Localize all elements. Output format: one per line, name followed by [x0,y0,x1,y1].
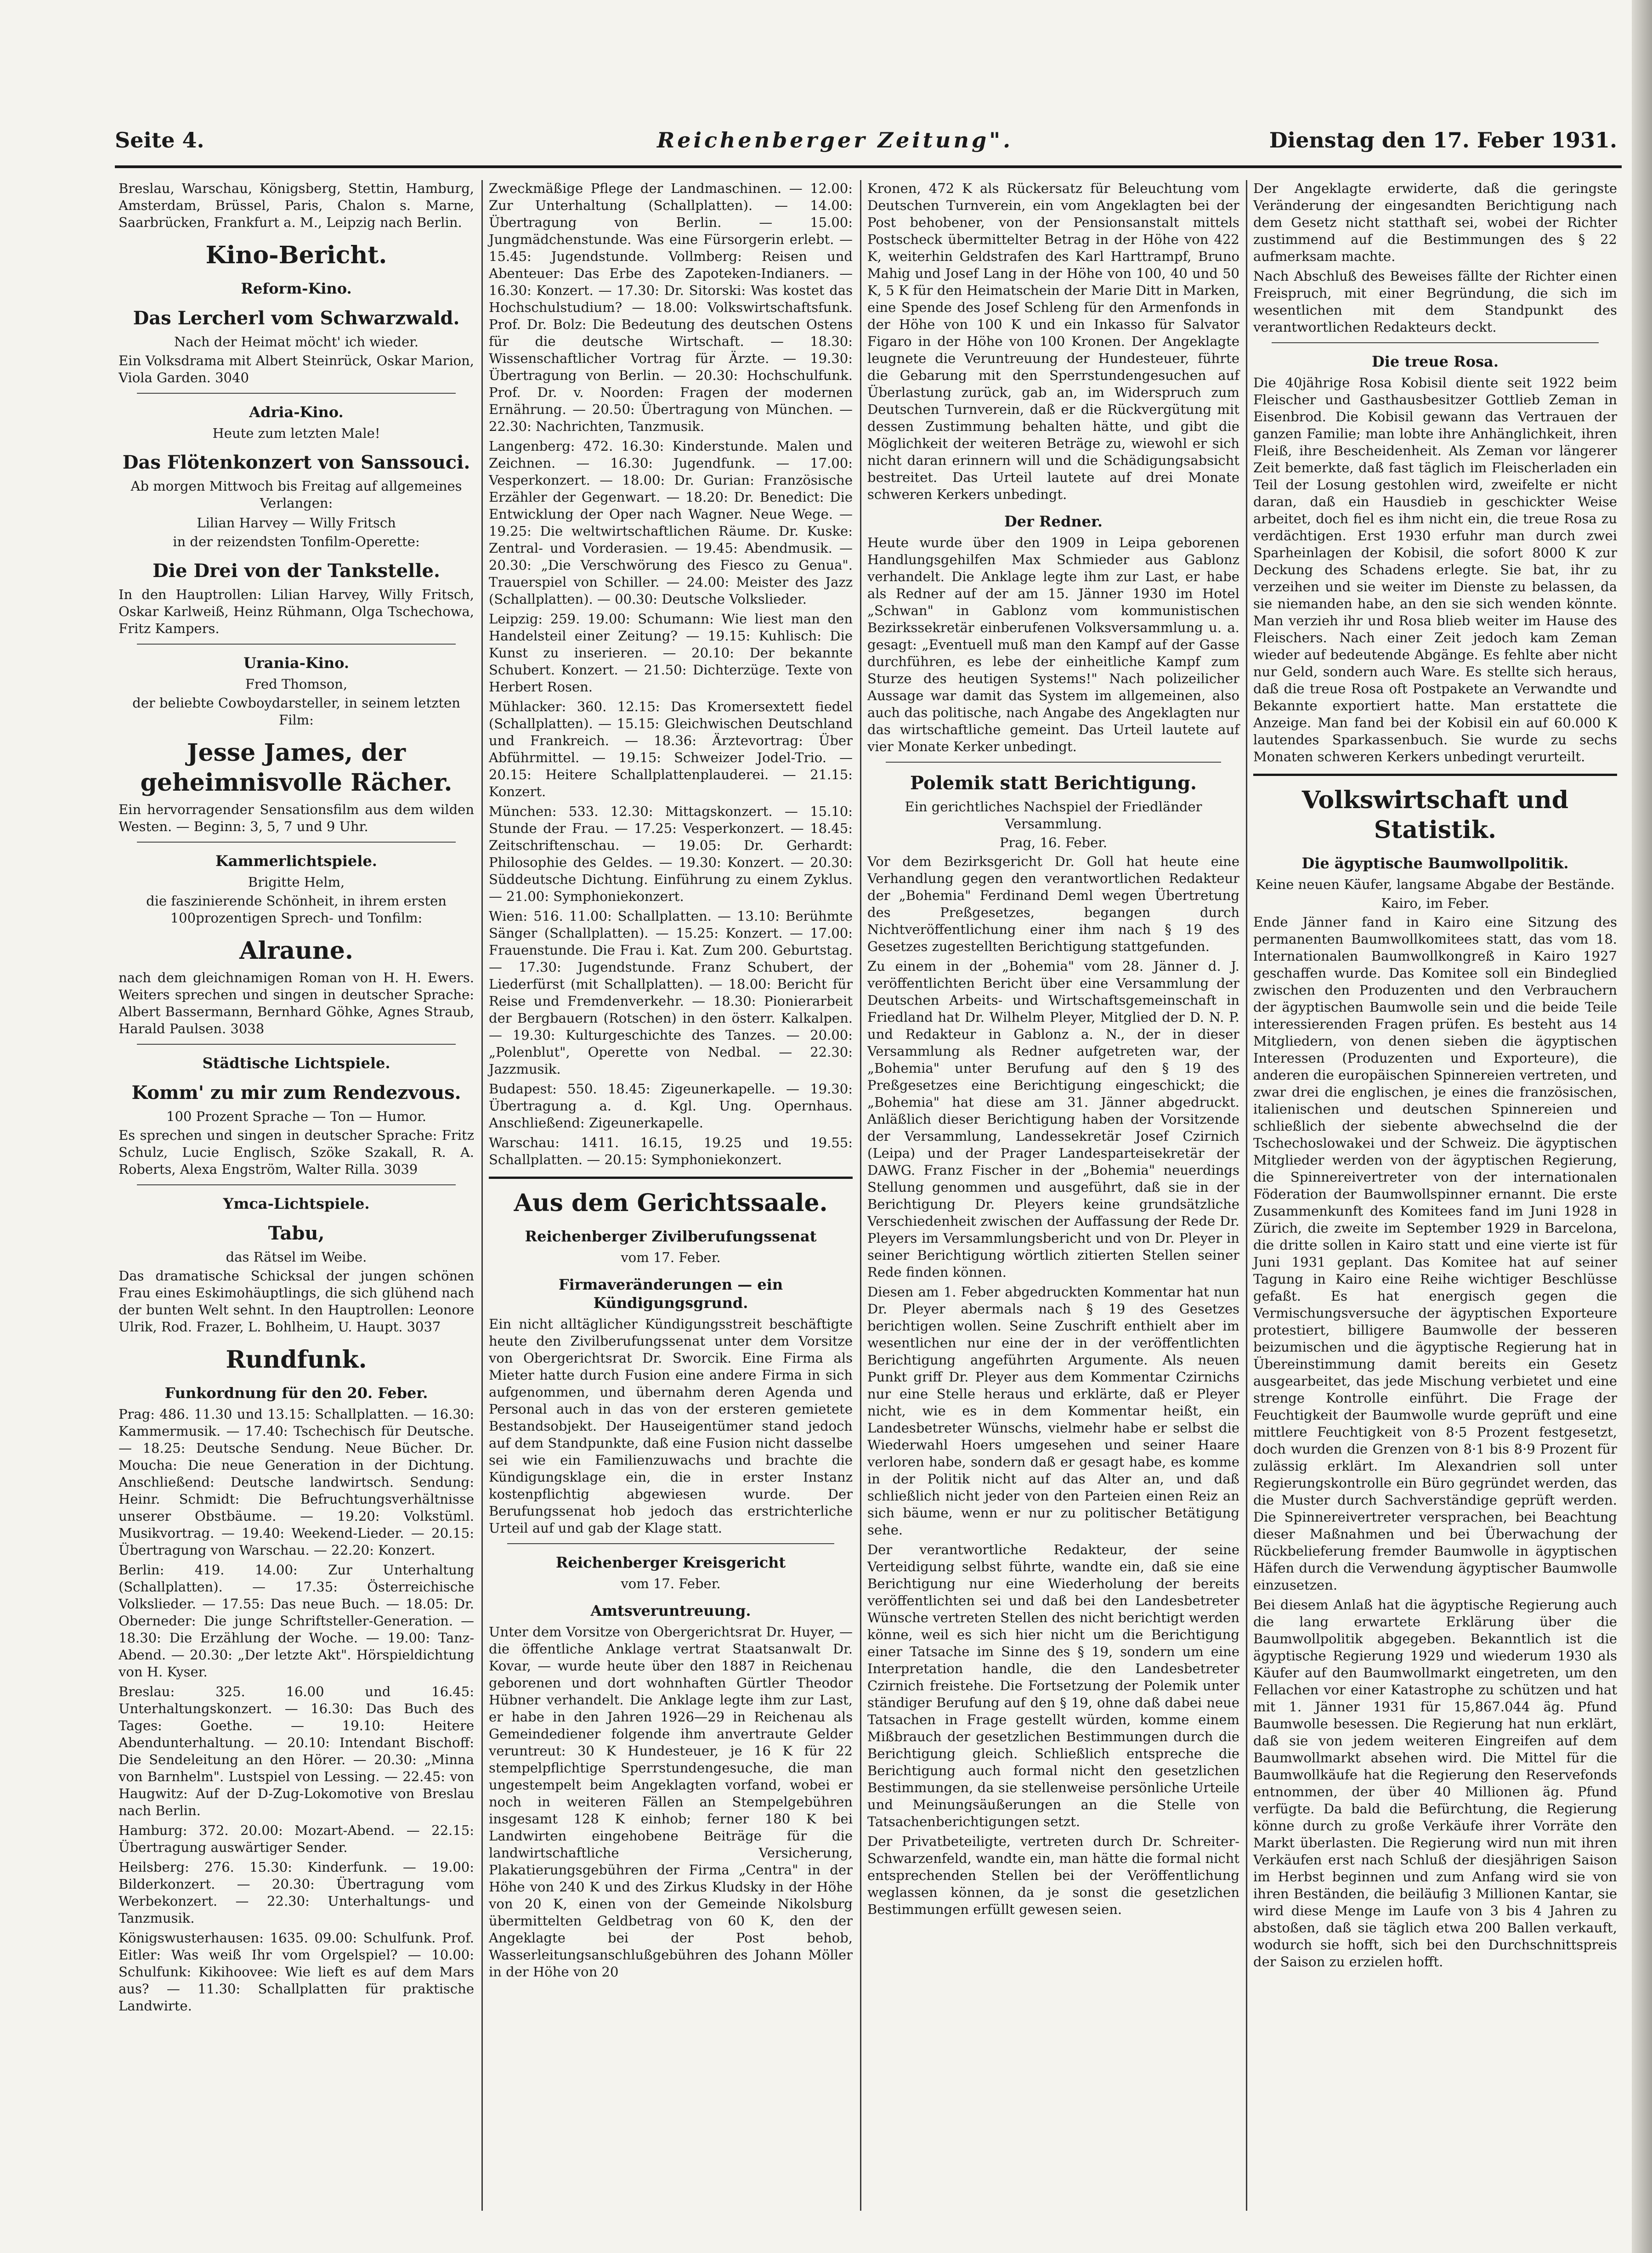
adria-text-2: in der reizendsten Tonfilm-Operette: [173,534,420,549]
reform-film-title: Das Lercherl vom Schwarzwald. [133,307,460,329]
redner-title: Der Redner. [1004,513,1103,530]
polemik-paragraph: Der Privatbeteiligte, vertreten durch Dr. Schreiter-Schwarzenfeld, wandte ein, man hätte die formal nicht entsprechenden Stellen bei der Veröffentlichung weglassen können, da je sonst die gesetzlichen Bestimmungen erfüllt gewesen seien. [867,1834,1239,1917]
firma-text: Ein nicht alltäglicher Kündigungsstreit beschäftigte heute den Zivilberufungssenat unter dem Vorsitze von Obergerichtsrat Dr. Sworcik. Eine Firma als Mieter hatte durch Fusion eine andere Firma in sich aufgenommen, und übernahm deren Agenda und Personal auch in das von der ersteren gemietete Bestandsobjekt. Der Hauseigentümer stand jedoch auf dem Standpunkte, daß eine Fusion nicht dasselbe sei wie ein Familienzuwachs und brachte die Kündigungsklage ein, die in erster Instanz kostenpflichtig abgewiesen wurde. Der Berufungssenat hob jedoch das erstrichterliche Urteil auf und gab der Klage statt. [489,1316,853,1536]
polemik-end: Nach Abschluß des Beweises fällte der Richter einen Freispruch, mit einer Begründung, die sich im wesentlichen mit dem Standpunkt des verantwortlichen Redakteurs deckt. [1253,268,1617,335]
ymca-film-title: Tabu, [268,1223,325,1244]
divider [137,1044,456,1045]
polemik-paragraph: Diesen am 1. Feber abgedruckten Kommentar hat nun Dr. Pleyer abermals nach § 19 des Gesetzes berichtigen wollen. Seine Zuschrift enthielt aber im wesentlichen nur eine der in der veröffentlichten Berichtigung angeführten Argumente. Als neuen Punkt griff Dr. Pleyer aus dem Kommentar Czirnichs nur eine Stelle heraus und erklärte, daß er Pleyer nicht, wie es in dem Kommentar heißt, ein Landesbetreter Wünschs, vielmehr habe er selbst die Wiederwahl Hoers umgesehen und seiner Haare verloren habe, sondern daß er gesagt habe, es komme in der Politik nicht auf das Alter an, und daß schließlich nicht jeder von den Parteien einen Reiz an sich bäume, wenn er nur zu politischer Betätigung sehe. [867,1284,1239,1538]
firma-title: Firmaveränderungen — ein Kündigungsgrund. [558,1276,783,1312]
ymca-subtitle: das Rätsel im Weibe. [226,1249,367,1265]
gericht-section-title: Aus dem Gerichtssaale. [514,1189,828,1217]
urania-text-2: Ein hervorragender Sensationsfilm aus dem wilden Westen. — Beginn: 3, 5, 7 und 9 Uhr. [119,802,474,834]
polemik-continued: Der Angeklagte erwiderte, daß die geringste Veränderung der eingesandten Berichtigung nach dem Gesetz nicht statthaft sei, wobei der Richter zustimmend auf die Bestimmungen des § 22 aufmerksam machte. [1253,181,1617,264]
vw-paragraph: Ende Jänner fand in Kairo eine Sitzung des permanenten Baumwollkomitees statt, das vom 18. Internationalen Baumwollkongreß in Kairo 1927 geschaffen wurde. Das Komitee soll ein Bindeglied zwischen den Produzenten und den Verbrauchern der ägyptischen Baumwolle sein und die beide Teile interessierenden Fragen prüfen. Es besteht aus 14 Mitgliedern, von denen sieben die ägyptischen Interessen (Produzenten und Exporteure), die anderen die europäischen Spinnereien vertreten, und zwar drei die englischen, je eines die französischen, italienischen und deutschen Spinnereien und schließlich der siebente abwechselnd die der Tschechoslowakei und der Schweiz. Die ägyptischen Mitglieder werden von der ägyptischen Regierung, die Spinnereivertreter von der internationalen Föderation der Baumwollspinner ernannt. Die erste Zusammenkunft des Komitees fand im Juni 1928 in Zürich, die zweite im September 1929 in Barcelona, die dritte sollen in Kairo statt und eine vierte ist für Juni 1931 geplant. Das Komitee hat auf seiner Tagung in Kairo eine Reihe wichtiger Beschlüsse gefaßt. Es hat energisch gegen die Vermischungsversuche der ägyptischen Exporteure protestiert, billigere Baumwolle der besseren beizumischen und die ägyptische Regierung hat in Übereinstimmung damit bereits ein Gesetz ausgearbeitet, das jede Mischung verbietet und eine strenge Kontrolle einführt. Die Frage der Feuchtigkeit der Baumwolle wurde geprüft und eine mittlere Feuchtigkeit von 8·5 Prozent festgesetzt, doch wurden die Grenzen von 8·1 bis 8·9 Prozent für zulässig erklärt. Im Alexandrien soll unter Regierungskontrolle ein Büro gegründet werden, das die Muster durch Sachverständige geprüft werden. Die Spinnereivertreter versprachen, bei Beachtung dieser Maßnahmen und bei Überwachung der Rückbelieferung fremder Baumwolle in ägyptischen Häfen durch die Verwendung ägyptischer Baumwolle einzusetzen. [1253,914,1617,1593]
adria-cast: In den Hauptrollen: Lilian Harvey, Willy Fritsch, Oskar Karlweiß, Heinz Rühmann, Olga Tschechowa, Fritz Kampers. [119,587,474,636]
amts-title: Amtsveruntreuung. [590,1602,751,1619]
rundfunk-entry: Breslau: 325. 16.00 und 16.45: Unterhaltungskonzert. — 16.30: Das Buch des Tages: Goethe. — 19.10: Heitere Abendunterhaltung. — 20.10: Intendant Bischoff: Die Sendeleitung an den Hörer. — 20.30: „Minna von Barnhelm". Lustspiel von Lessing. — 22.45: von Haugwitz: Auf der D-Zug-Lokomotive von Breslau nach Berlin. [119,1684,474,1818]
kreis-date: vom 17. Feber. [621,1576,721,1591]
urania-film-title: Jesse James, der geheimnisvolle Rächer. [140,739,453,797]
kammer-text-2: nach dem gleichnamigen Roman von H. H. Ewers. Weiters sprechen und singen in deutscher Sprache: Albert Bassermann, Bernhard Göhke, Agnes Straub, Harald Paulsen. 3038 [119,970,474,1036]
continued-text: Breslau, Warschau, Königsberg, Stettin, Hamburg, Amsterdam, Brüssel, Paris, Chalon s. Marne, Saarbrücken, Frankfurt a. M., Leipzig nach Berlin. [119,181,474,230]
divider [137,842,456,843]
column-divider-1 [481,180,483,2211]
senat-title: Reichenberger Zivilberufungssenat [525,1228,817,1245]
staedt-kino-name: Städtische Lichtspiele. [202,1054,390,1072]
column-4 [1250,180,1621,2211]
rundfunk-entry: Hamburg: 372. 20.00: Mozart-Abend. — 22.15: Übertragung auswärtiger Sender. [119,1823,474,1855]
polemik-paragraph: Der verantwortliche Redakteur, der seine Verteidigung selbst führte, wandte ein, daß sie eine Berichtigung nur eine Wiederholung der bereits veröffentlichten sei und daß bei den Landesbetreter Wünsche vertreten Stellen des nicht berichtigt werden könne, weil es sich hier nicht um die Berichtigung einer Tatsache im Sinne des § 19, sondern um eine Interpretation handle, die den Landesbetreter Czirnich freistehe. Die Fortsetzung der Polemik unter ständiger Berufung auf den § 19, ohne daß dabei neue Tatsachen in Frage gestellt würden, komme einem Mißbrauch der gesetzlichen Bestimmungen durch die Berichtigung gleich. Schließlich entspreche die Berichtigung auch formal nicht den gesetzlichen Bestimmungen, da sie stellenweise persönliche Urteile und Meinungsäußerungen an die Stelle von Tatsachenberichtigungen setzt. [867,1542,1239,1829]
divider [886,762,1221,763]
vw-place: Kairo, im Feber. [1381,895,1489,911]
page-number: Seite 4. [115,128,204,153]
rundfunk-entry: Prag: 486. 11.30 und 13.15: Schallplatten. — 16.30: Kammermusik. — 17.40: Tschechisch für Deutsche. — 18.25: Deutsche Sendung. Neue Bücher. Dr. Moucha: Die neue Generation in der Dichtung. Anschließend: Deutsche landwirtsch. Sendung: Heinr. Schmidt: Die Befruchtungsverhältnisse unserer Obstbäume. — 19.20: Volkstüml. Musikvortrag. — 19.40: Weekend-Lieder. — 20.15: Übertragung von Warschau. — 22.20: Konzert. [119,1406,474,1558]
section-rule [1253,774,1617,776]
urania-star: Fred Thomson, [245,676,348,692]
adria-notice: Heute zum letzten Male! [212,425,380,441]
adria-film-title-2: Die Drei von der Tankstelle. [153,560,440,582]
vw-subtitle-2: Keine neuen Käufer, langsame Abgabe der Bestände. [1256,877,1615,892]
polemik-subtitle: Ein gerichtliches Nachspiel der Friedländer Versammlung. [905,799,1202,832]
kreis-title: Reichenberger Kreisgericht [555,1554,786,1571]
polemik-paragraph: Vor dem Bezirksgericht Dr. Goll hat heute eine Verhandlung gegen den verantwortlichen Redakteur der „Bohemia" Ferdinand Deml wegen Übertretung des Preßgesetzes, begangen durch Nichtveröffentlichung einer ihm nach § 19 des Gesetzes zugestellten Berichtigung stattgefunden. [867,854,1239,954]
column-2 [485,180,856,2211]
polemik-paragraph: Zu einem in der „Bohemia" vom 28. Jänner d. J. veröffentlichten Bericht über eine Versammlung der Deutschen Arbeits- und Wirtschaftsgemeinschaft in Friedland hat Dr. Wilhelm Pleyer, Mitglied der D. N. P. und Redakteur in Gablonz a. N., der in dieser Versammlung als Redner aufgetreten war, der „Bohemia" unter Berufung auf den § 19 des Preßgesetzes eine Berichtigung eingeschickt; die „Bohemia" hat diese am 31. Jänner abgedruckt. Anläßlich dieser Berichtigung haben der Vorsitzende der Versammlung, Landessekretär Josef Czirnich (Leipa) und der Prager Landesparteisekretär der DAWG. Franz Fischer in der „Bohemia" neuerdings Stellung genommen und ausgeführt, daß sie in der Berichtigung Dr. Pleyers keine grundsätzliche Verschiedenheit zwischen der Auffassung der Rede Dr. Pleyers im Versammlungsbericht und von Dr. Pleyer in seiner Berichtigung wörtlich zitierten Stellen seiner Rede finden können. [867,958,1239,1280]
kino-section-title: Kino-Bericht. [205,241,387,269]
column-divider-2 [860,180,861,2211]
rundfunk-entry: Heilsberg: 276. 15.30: Kinderfunk. — 19.00: Bilderkonzert. — 20.30: Übertragung vom Werbekonzert. — 22.30: Unterhaltungs- und Tanzmusik. [119,1859,474,1926]
polemik-place: Prag, 16. Feber. [999,835,1108,850]
header-rule [115,165,1622,168]
kammer-film-title: Alraune. [239,937,353,965]
rundfunk-entry: Berlin: 419. 14.00: Zur Unterhaltung (Schallplatten). — 17.35: Österreichische Volkslieder. — 17.55: Das neue Buch. — 18.05: Dr. Oberneder: Die junge Schriftsteller-Generation. — 18.30: Die Erzählung der Woche. — 19.00: Tanz-Abend. — 20.30: „Der letzte Akt". Hörspieldichtung von H. Kyser. [119,1562,474,1680]
adria-text-1: Ab morgen Mittwoch bis Freitag auf allgemeines Verlangen: [130,478,462,511]
rundfunk-entry: Warschau: 1411. 16.15, 19.25 und 19.55: Schallplatten. — 20.15: Symphoniekonzert. [489,1135,853,1167]
amts-text: Unter dem Vorsitze von Obergerichtsrat Dr. Huyer, — die öffentliche Anklage vertrat Staatsanwalt Dr. Kovar, — wurde heute über den 1887 in Reichenau geborenen und dort wohnhaften Gürtler Theodor Hübner verhandelt. Die Anklage legte ihm zur Last, er habe in den Jahren 1926—29 in Reichenau als Gemeindediener folgende ihm anvertraute Gelder veruntreut: 30 K Hundesteuer, je 16 K für 22 stempelpflichtige Sperrstundengesuche, die man ungestempelt beim Angeklagten vorfand, wobei er noch in weiteren Fällen an Stempelgebühren insgesamt 128 K einhob; ferner 180 K bei Landwirten eingehobene Beiträge für die landwirtschaftliche Versicherung, Plakatierungsgebühren der Firma „Centra" in der Höhe von 240 K und des Zirkus Kludsky in der Höhe von 20 K, einen von der Gemeinde Nikolsburg übermittelten Geldbetrag von 60 K, den der Angeklagte bei der Post behob, Wasserleitungsanschlußgebühren des Johann Möller in der Höhe von 20 [489,1624,853,1980]
adria-kino-name: Adria-Kino. [249,403,344,421]
divider [137,393,456,394]
newspaper-title: Reichenberger Zeitung". [657,128,1013,153]
vw-subtitle: Die ägyptische Baumwollpolitik. [1301,855,1569,872]
rosa-text: Die 40jährige Rosa Kobisil diente seit 1922 beim Fleischer und Gasthausbesitzer Gottlieb Zeman in Eisenbrod. Die Kobisil gewann das Vertrauen der ganzen Familie; man lobte ihre Anhänglichkeit, ihren Fleiß, ihre Bescheidenheit. Als Zeman vor längerer Zeit bemerkte, daß fast täglich im Fleischerladen ein Teil der Losung gestohlen wird, zweifelte er nicht daran, daß ein Hausdieb in geschickter Weise arbeitet, doch fiel es ihm nicht ein, die treue Rosa zu verdächtigen. Erst 1930 erfuhr man durch zwei Sparheinlagen der Kobisil, die sofort 8000 K zur Deckung des Schadens erlegte. Sie bat, ihr zu verzeihen und sie weiter im Dienste zu belassen, da sie niemanden habe, an den sie sich wenden könnte. Man verzieh ihr und Rosa blieb weiter im Hause des Fleischers. Nach einer Zeit jedoch kam Zeman wieder auf bedeutende Abgänge. Es fehlte aber nicht nur Geld, sondern auch Ware. Es stellte sich heraus, daß die treue Rosa oft Postpakete an Verwandte und Bekannte exportiert hatte. Man erstattete die Anzeige. Man fand bei der Kobisil ein auf 60.000 K lautendes Sparkassenbuch. Sie wurde zu sechs Monaten schweren Kerkers unbedingt verurteilt. [1253,375,1617,764]
reform-film-text: Ein Volksdrama mit Albert Steinrück, Oskar Marion, Viola Garden. 3040 [119,353,474,385]
rundfunk-entry: Zweckmäßige Pflege der Landmaschinen. — 12.00: Zur Unterhaltung (Schallplatten). — 14.00: Übertragung von Berlin. — 15.00: Jungmädchenstunde. Was eine Fürsorgerin erlebt. — 15.45: Jugendstunde. Vollmberg: Reisen und Abenteuer: Das Erbe des Zapoteken-Indianers. — 16.30: Konzert. — 17.30: Dr. Sitorski: Was kostet das Hochschulstudium? — 18.00: Volkswirtschaftsfunk. Prof. Dr. Bolz: Die Bedeutung des deutschen Ostens für die deutsche Wirtschaft. — 18.30: Wissenschaftlicher Vortrag für Ärzte. — 19.30: Übertragung von Berlin. — 20.30: Hochschulfunk. Prof. Dr. v. Noorden: Fragen der modernen Ernährung. — 20.50: Übertragung von München. — 22.30: Nachrichten, Tanzmusik. [489,181,853,434]
senat-date: vom 17. Feber. [621,1250,721,1265]
polemik-title: Polemik statt Berichtigung. [910,772,1197,794]
reform-film-subtitle: Nach der Heimat möcht' ich wieder. [174,334,419,350]
divider [1272,342,1599,343]
rundfunk-entry: Wien: 516. 11.00: Schallplatten. — 13.10: Berühmte Sänger (Schallplatten). — 15.25: Konzert. — 17.00: Frauenstunde. Die Frau i. Kat. Zum 200. Geburtstag. — 17.30: Jugendstunde. Franz Schubert, der Liederfürst (mit Schallplatten). — 18.00: Bericht für Reise und Fremdenverkehr. — 18.30: Pionierarbeit der Bergbauern (Rotschen) in den österr. Kalkalpen. — 19.30: Kulturgeschichte des Tanzes. — 20.00: „Polenblut", Operette von Nedbal. — 22.30: Jazzmusik. [489,908,853,1077]
rundfunk-entry: Langenberg: 472. 16.30: Kinderstunde. Malen und Zeichnen. — 16.30: Jugendfunk. — 17.00: Vesperkonzert. — 18.00: Dr. Gurian: Französische Erzähler der Gegenwart. — 18.20: Dr. Benedict: Die Entwicklung der Oper nach Wagner. Neue Wege. — 19.25: Die weltwirtschaftlichen Räume. Dr. Kuske: Zentral- und Vorderasien. — 19.45: Abendmusik. — 20.30: „Die Verschwörung des Fiesco zu Genua". Trauerspiel von Schiller. — 24.00: Meister des Jazz (Schallplatten). — 00.30: Deutsche Volkslieder. [489,438,853,607]
rundfunk-entry: Leipzig: 259. 19.00: Schumann: Wie liest man den Handelsteil einer Zeitung? — 19.15: Kuhlisch: Die Kunst zu inserieren. — 20.10: Der bekannte Schubert. Konzert. — 21.50: Dichterzüge. Texte von Herbert Rosen. [489,611,853,695]
staedt-text: Es sprechen und singen in deutscher Sprache: Fritz Schulz, Lucie Englisch, Szöke Szakall, R. A. Roberts, Alexa Engström, Walter Rilla. 3039 [119,1127,474,1177]
reform-kino-name: Reform-Kino. [241,280,352,297]
urania-text-1: der beliebte Cowboydarsteller, in seinem letzten Film: [132,695,460,728]
rosa-title: Die treue Rosa. [1372,353,1499,370]
column-1 [115,180,478,2211]
rundfunk-entry: Budapest: 550. 18.45: Zigeunerkapelle. — 19.30: Übertragung a. d. Kgl. Ung. Opernhaus. Anschließend: Zigeunerkapelle. [489,1081,853,1131]
urania-kino-name: Urania-Kino. [243,654,350,672]
rundfunk-subtitle: Funkordnung für den 20. Feber. [164,1384,428,1402]
kammer-kino-name: Kammerlichtspiele. [215,852,377,870]
rundfunk-entry: Königswusterhausen: 1635. 09.00: Schulfunk. Prof. Eitler: Was weiß Ihr vom Orgelspiel? — 10.00: Schulfunk: Kikihoovee: Wie lieft es auf dem Mars aus? — 11.30: Schallplatten für praktische Landwirte. [119,1930,474,2014]
rundfunk-entry: München: 533. 12.30: Mittagskonzert. — 15.10: Stunde der Frau. — 17.25: Vesperkonzert. — 18.45: Zeitschriftenschau. — 19.05: Dr. Gerhardt: Philosophie des Geldes. — 19.30: Konzert. — 20.30: Süddeutsche Dichtung. Einführung zu einem Zyklus. — 21.00: Symphoniekonzert. [489,804,853,904]
vw-section-title: Volkswirtschaft und Statistik. [1301,786,1569,844]
adria-stars: Lilian Harvey — Willy Fritsch [197,515,396,531]
section-rule [489,1177,853,1179]
divider [507,1543,834,1544]
column-divider-3 [1246,180,1247,2211]
staedt-line: 100 Prozent Sprache — Ton — Humor. [166,1109,426,1124]
redner-text: Heute wurde über den 1909 in Leipa geborenen Handlungsgehilfen Max Schmieder aus Gablonz verhandelt. Die Anklage legte ihm zur Last, er habe als Redner auf der am 15. Jänner 1930 im Hotel „Schwan" in Gablonz vom kommunistischen Bezirkssekretär einberufenen Volksversammlung u. a. gesagt: „Eventuell muß man den Kampf auf der Gasse durchführen, es lebe der einheitliche Kampf zum Sturze des heutigen Systems!" Nach polizeilicher Aussage war damit das System im allgemeinen, also auch das politische, nach Angabe des Angeklagten nur das wirtschaftliche gemeint. Das Urteil lautete auf vier Monate Kerker unbedingt. [867,535,1239,754]
page-edge-shadow [1632,0,1652,2253]
divider [137,644,456,645]
kammer-star: Brigitte Helm, [248,874,345,890]
adria-film-title: Das Flötenkonzert von Sanssouci. [122,452,470,473]
issue-date: Dienstag den 17. Feber 1931. [1269,128,1617,153]
divider [137,1184,456,1185]
ymca-text: Das dramatische Schicksal der jungen schönen Frau eines Eskimohäuptlings, die sich glühend nach der bunten Welt sehnt. In den Hauptrollen: Leonore Ulrik, Rod. Frazer, L. Bohlheim, U. Haupt. 3037 [119,1268,474,1335]
kammer-text-1: die faszinierende Schönheit, in ihrem ersten 100prozentigen Sprech- und Tonfilm: [146,893,447,926]
rundfunk-title: Rundfunk. [226,1346,367,1374]
page-header [115,128,1622,160]
ymca-kino-name: Ymca-Lichtspiele. [223,1195,370,1212]
rundfunk-entry: Mühlacker: 360. 12.15: Das Kromersextett fiedel (Schallplatten). — 15.15: Gleichwischen Deutschland und Frankreich. — 18.36: Ärztevortrag: Über Abführmittel. — 19.15: Schweizer Jodel-Trio. — 20.15: Heitere Schallplattenplauderei. — 21.15: Konzert. [489,699,853,799]
amts-text-continued: Kronen, 472 K als Rückersatz für Beleuchtung vom Deutschen Turnverein, ein vom Angeklagten bei der Post behobener, von der Pensionsanstalt mittels Postscheck übermittelter Betrag in der Höhe von 422 K, weiterhin Geldstrafen des Karl Harttrampf, Bruno Mahig und Josef Lang in der Höhe von 100, 40 und 50 K, 5 K für den Heimatschein der Marie Ditt in Marken, eine Spende des Josef Schleng für den Armenfonds in der Höhe von 100 K und ein Inkasso für Salvator Figaro in der Höhe von 100 Kronen. Der Angeklagte leugnete die Veruntreuung der Hundesteuer, führte die Gebarung mit den Sperrstundengesuchen auf Überlastung zurück, gab an, im Widerspruch zum Deutschen Turnverein, daß er die Rückvergütung mit dessen Zustimmung behalten hätte, und gibt die Möglichkeit der weiteren Beträge zu, wiewohl er sich nicht daran erinnern will und die Schädigungsabsicht bestreitet. Das Urteil lautete auf drei Monate schweren Kerkers unbedingt. [867,181,1239,502]
vw-paragraph: Bei diesem Anlaß hat die ägyptische Regierung auch die lang erwartete Erklärung über die Baumwollpolitik abgegeben. Bekanntlich ist die ägyptische Regierung 1929 und wiederum 1930 als Käufer auf den Baumwollmarkt eingetreten, um den Fellachen vor einer Katastrophe zu schützen und hat mit 1. Jänner 1931 für 15,867.044 äg. Pfund Baumwolle besessen. Die Regierung hat nun erklärt, daß sie von jedem weiteren Eingreifen auf dem Baumwollmarkt absehen wird. Die Mittel für die Baumwollkäufe hat die Regierung den Reservefonds entnommen, der über 40 Millionen äg. Pfund verfügte. Da bald die Befürchtung, die Regierung könne durch zu große Verkäufe ihrer Vorräte den Markt überlasten. Die Regierung wird nun mit ihren Verkäufen erst nach Schluß der diesjährigen Saison im Herbst beginnen und zum Anfang wird sie von ihren Beständen, die beiläufig 3 Millionen Kantar, sie wird diese Menge im Laufe von 3 bis 4 Jahren zu abstoßen, daß sie täglich etwa 200 Ballen verkauft, wodurch sie hofft, sich bei den Durchschnittspreis der Saison zu erzielen hofft. [1253,1597,1617,1970]
staedt-film-title: Komm' zu mir zum Rendezvous. [131,1082,461,1104]
column-3 [864,180,1243,2211]
